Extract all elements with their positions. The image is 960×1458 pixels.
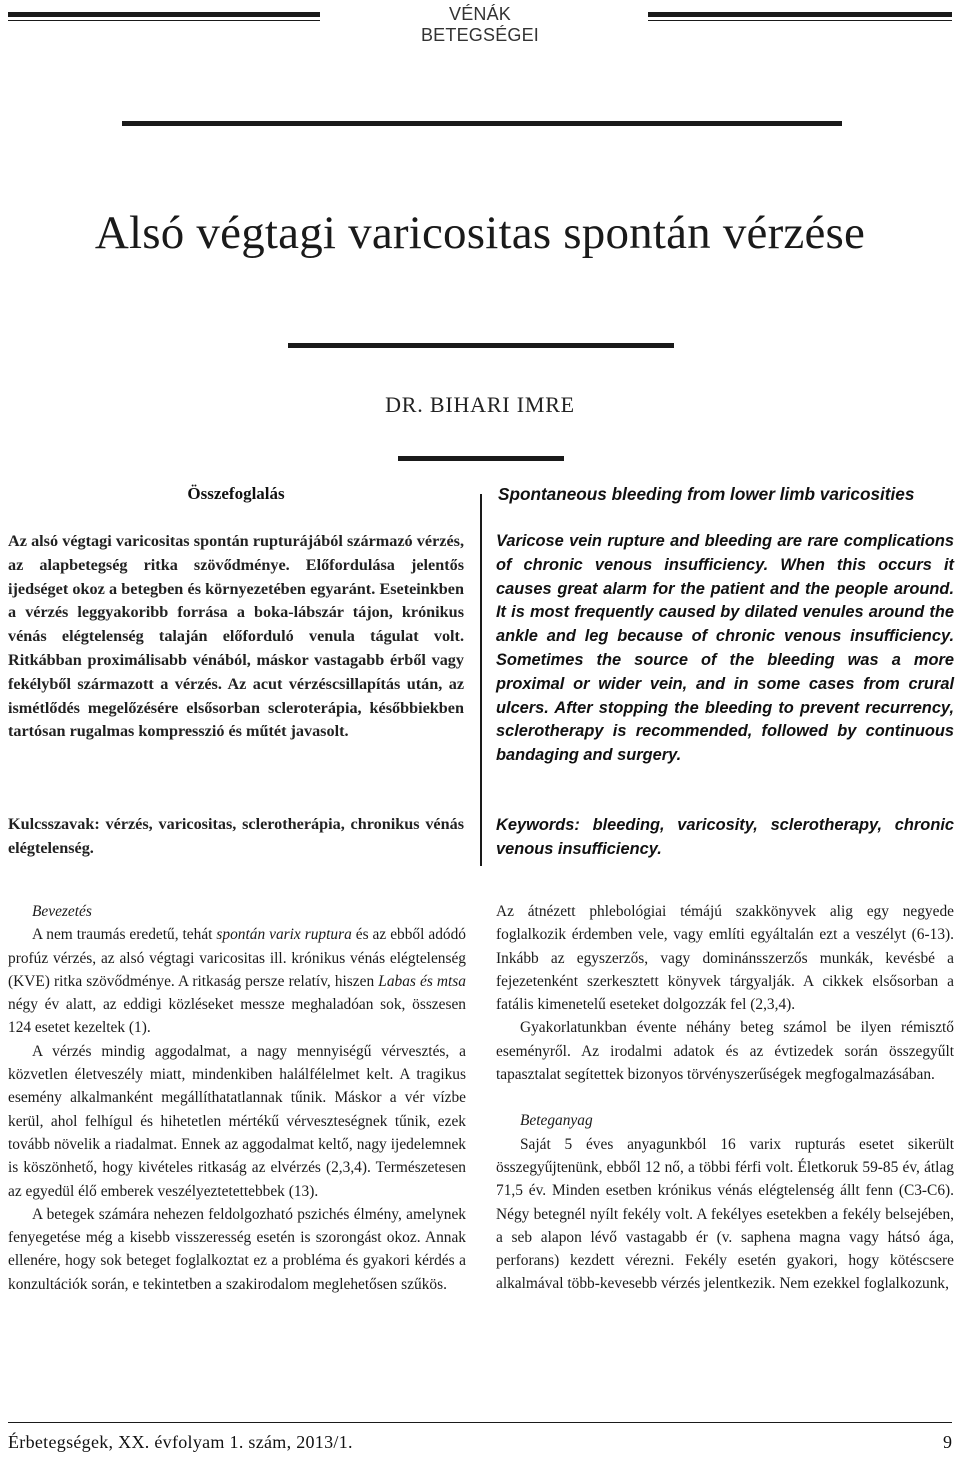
abstract-en-keywords: Keywords: bleeding, varicosity, sclerotherapy, chronic venous insufficiency. bbox=[496, 816, 954, 858]
body-column-right bbox=[496, 900, 954, 1296]
author-rule bbox=[398, 456, 564, 461]
page-number: 9 bbox=[943, 1432, 952, 1452]
intro-paragraph-2: A vérzés mindig aggodalmat, a nagy mennyiségű vérvesztés, a közvetlen életveszély miatt, mindenkiben halálfélelmet kelt. A tragikus esemény alkalmanként megállíthatatlannak tűnik. Máskor a vér vízbe kerül, ahol felhígul és hihetetlen mértékű vérveszteségnek tűnik, ezek tovább növelik a riadalmat. Ennek az aggodalmat keltő, nagy ijedelemnek is köszönhető, hogy kivételes ritkaság az elvérzés (2,3,4). Természetesen az egyedül élő emberek veszélyeztetettebbek (13). bbox=[8, 1042, 466, 1200]
header-rule-left bbox=[8, 12, 320, 17]
intro-paragraph-1 bbox=[8, 923, 466, 1039]
title-bottom-rule bbox=[288, 343, 674, 348]
section-label: VÉNÁK BETEGSÉGEI bbox=[420, 4, 540, 45]
abstract-hu-text: Az alsó végtagi varicositas spontán rupturájából származó vérzés, az alapbetegség ritka szövődménye. Előfordulása jelentős ijedséget okoz a betegben és környezetében egyaránt. Eseteinkben a vérzés leggyakoribb forrása a boka-lábszár tájon, krónikus vénás elégtelenség talaján előforduló venula tágulat volt. Ritkábban proximálisabb vénából, máskor vastagabb érből vagy fekélyből származott a vérzés. Az acut vérzéscsillapítás után, az ismétlődés megelőzésére elsősorban scleroterápia, későbbiekben tartósan rugalmas kompresszió és műtét javasolt. bbox=[8, 532, 464, 741]
body-column-left bbox=[8, 900, 466, 1296]
intro-p1-part-e: négy év alatt, az eddigi közléseket messze meghaladóan sok, összesen 124 esetet kezeltek (1). bbox=[8, 996, 466, 1037]
material-paragraph: Saját 5 éves anyagunkból 16 varix rupturás esetet sikerült összegyűjtenünk, ebből 12 nő, a többi férfi volt. Életkoruk 59-85 év, átlag 71,5 év. Minden esetben krónikus vénás elégtelenség állt fenn (C3-C6). Négy betegnél nyílt fekély volt. A fekélyes esetekben a fekély belsejében, a seb alapon lévő vastagabb ér (v. saphena magna vagy hátsó ága, perforans) kezdett vérezni. Fekély esetén gyakori, hogy kötéscsere alkalmával több-kevesebb vérzés jelentkezik. Nem ezekkel foglalkozunk, bbox=[496, 1135, 954, 1293]
abstract-hu-keywords: Kulcsszavak: vérzés, varicositas, sclerotherápia, chronikus vénás elégtelenség. bbox=[8, 815, 464, 857]
abstract-hu-heading: Összefoglalás bbox=[187, 484, 285, 503]
section-gap bbox=[496, 1086, 954, 1109]
intro-p1-italic-author: Labas és mtsa bbox=[378, 972, 466, 990]
abstract-en-text: Varicose vein rupture and bleeding are rare complications of chronic venous insufficiency. When this occurs it causes great alarm for the patient and the people around. It is most frequently caused by dilated venules around the ankle and leg because of chronic venous insufficiency. Sometimes the source of the bleeding was a more proximal or wider vein, and in some cases from crural ulcers. After stopping the bleeding to prevent recurrency, sclerotherapy is recommended, followed by continuous bandaging and surgery. bbox=[496, 532, 954, 765]
author-name: DR. BIHARI IMRE bbox=[385, 392, 575, 417]
right-paragraph-1: Az átnézett phlebológiai témájú szakkönyvek alig egy negyede foglalkozik érdemben vele, vagy említi egyáltalán ezt a veszélyt (6-13). Inkább az egyszerzős, vagy dominánsszerzős munkák, kevésbé a fejezetenként szerkesztett könyvek tárgyalják. A cikkek elsősorban a fatális kimenetelű eseteket dolgozzák fel (2,3,4). bbox=[496, 903, 954, 1014]
header-rule-right bbox=[648, 12, 952, 17]
footer-rule bbox=[8, 1422, 952, 1423]
abstract-divider bbox=[480, 494, 482, 866]
header-rule-right-thin bbox=[648, 20, 952, 21]
material-heading: Beteganyag bbox=[520, 1112, 593, 1130]
journal-citation: Érbetegségek, XX. évfolyam 1. szám, 2013/1. bbox=[8, 1432, 353, 1452]
intro-p1-part-c: és az ebből adódó profúz vérzés, az alsó végtagi varicositas ill. krónikus vénás elégtelenség (KVE) ritka szövődménye. A ritkaság persze relatív, hiszen bbox=[8, 926, 466, 990]
intro-p1-italic-term: spontán varix ruptura bbox=[216, 926, 352, 944]
article-title: Alsó végtagi varicositas spontán vérzése bbox=[94, 207, 866, 259]
intro-p1-part-a: A nem traumás eredetű, tehát bbox=[32, 926, 217, 944]
title-top-rule bbox=[122, 121, 842, 126]
header-rule-left-thin bbox=[8, 20, 320, 21]
intro-paragraph-3: A betegek számára nehezen feldolgozható pszichés élmény, amelynek fenyegetése még a kisebb visszeresség esetén is szorongást okoz. Annak ellenére, hogy sok beteget foglalkoztat ez a probléma és gyakori kérdés a konzultációk során, e tekintetben a szakirodalom meglehetősen szűkös. bbox=[8, 1205, 466, 1293]
right-paragraph-2: Gyakorlatunkban évente néhány beteg számol be ilyen rémisztő eseményről. Az irodalmi adatok és az évtizedek során összegyűlt tapasztalat segítettek bizonyos törvényszerűségek megfogalmazásában. bbox=[496, 1019, 954, 1084]
intro-heading: Bevezetés bbox=[32, 903, 92, 920]
abstract-en-heading: Spontaneous bleeding from lower limb varicosities bbox=[498, 484, 915, 504]
